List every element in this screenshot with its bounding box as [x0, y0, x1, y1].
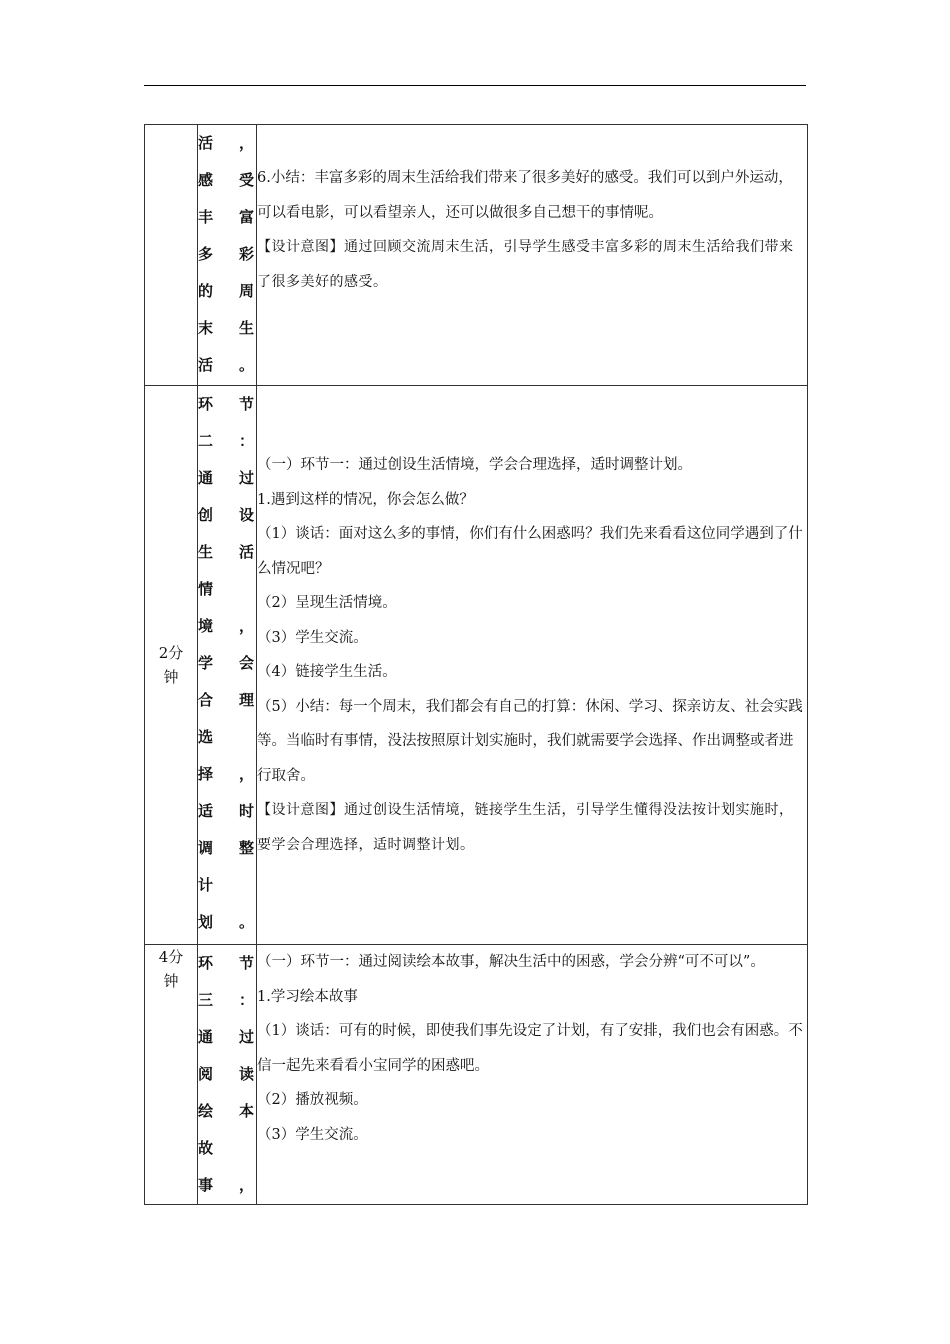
- step-line: 适时: [198, 802, 256, 820]
- time-value: 2分: [158, 644, 184, 662]
- step-line: 创设: [198, 506, 256, 524]
- step-cell: [198, 125, 257, 386]
- summary-paragraph: （5）小结：每一个周末，我们都会有自己的打算：休闲、学习、探亲访友、社会实践等。当临时有事情，没法按照原计划实施时，我们就需要学会选择、作出调整或者进行取舍。: [257, 698, 803, 784]
- sub-heading: 1.遇到这样的情况，你会怎么做？: [257, 491, 474, 508]
- sub-heading: 1.学习绘本故事: [257, 988, 358, 1005]
- step-line: 通过: [198, 469, 256, 487]
- step-line: 二：: [198, 432, 256, 450]
- table-row: [145, 125, 808, 386]
- step-line: 的周: [198, 282, 256, 300]
- step-line: 境，: [198, 617, 256, 635]
- step-line: 选: [198, 728, 216, 746]
- step-line: 合理: [198, 691, 256, 709]
- step-paragraph: （2）呈现生活情境。: [257, 595, 397, 611]
- step-paragraph: （1）谈话：面对这么多的事情，你们有什么困惑吗？我们先来看看这位同学遇到了什么情况吧？: [257, 526, 803, 577]
- step-paragraph: （4）链接学生生活。: [257, 664, 397, 680]
- design-intent: 【设计意图】通过回顾交流周末生活，引导学生感受丰富多彩的周末生活给我们带来了很多美好的感受。: [257, 239, 794, 290]
- step-line: 丰富: [198, 208, 256, 226]
- content-cell: [257, 386, 808, 945]
- step-line: 阅读: [198, 1065, 256, 1083]
- step-line: 环节: [198, 954, 256, 972]
- time-unit: 钟: [163, 668, 179, 686]
- step-line: 计: [198, 876, 216, 894]
- step-line: 三：: [198, 991, 256, 1009]
- step-cell: [198, 386, 257, 945]
- time-value: 4分: [158, 948, 184, 966]
- section-heading: （一）环节一：通过创设生活情境，学会合理选择，适时调整计划。: [257, 457, 692, 473]
- design-intent: 【设计意图】通过创设生活情境，链接学生生活，引导学生懂得没法按计划实施时，要学会合理选择，适时调整计划。: [257, 802, 794, 853]
- step-line: 故: [198, 1139, 216, 1157]
- step-line: 划。: [198, 913, 256, 931]
- step-line: 通过: [198, 1028, 256, 1046]
- step-line: 环节: [198, 395, 256, 413]
- step-line: 事，: [198, 1176, 256, 1194]
- summary-paragraph: 6.小结：丰富多彩的周末生活给我们带来了很多美好的感受。我们可以到户外运动，可以看电影，可以看望亲人，还可以做很多自己想干的事情呢。: [257, 170, 793, 221]
- step-line: 调整: [198, 839, 256, 857]
- step-line: 学会: [198, 654, 256, 672]
- time-cell: [145, 386, 198, 945]
- step-paragraph: （1）谈话：可有的时候，即使我们事先设定了计划，有了安排，我们也会有困惑。不信一起先来看看小宝同学的困惑吧。: [257, 1023, 803, 1074]
- section-heading: （一）环节一：通过阅读绘本故事，解决生活中的困惑，学会分辨“可不可以”。: [257, 954, 765, 970]
- step-line: 多彩: [198, 245, 256, 263]
- lesson-plan-table: [144, 124, 808, 1205]
- step-line: 活。: [198, 356, 256, 374]
- step-line: 感受: [198, 171, 256, 189]
- step-paragraph: （3）学生交流。: [257, 1126, 368, 1143]
- step-line: 情: [198, 580, 216, 598]
- content-cell: [257, 125, 808, 386]
- step-line: 生活: [198, 543, 256, 561]
- step-paragraph: （3）学生交流。: [257, 629, 368, 646]
- step-line: 择，: [198, 765, 256, 783]
- step-paragraph: （2）播放视频。: [257, 1092, 368, 1108]
- time-cell: [145, 945, 198, 1205]
- time-cell: [145, 125, 198, 386]
- time-unit: 钟: [163, 972, 179, 990]
- step-cell: [198, 945, 257, 1205]
- header-rule: [144, 85, 806, 86]
- step-line: 末生: [198, 319, 256, 337]
- step-line: 活，: [198, 134, 256, 152]
- step-line: 绘本: [198, 1102, 256, 1120]
- table-row: [145, 945, 808, 1205]
- table-row: [145, 386, 808, 945]
- content-cell: [257, 945, 808, 1205]
